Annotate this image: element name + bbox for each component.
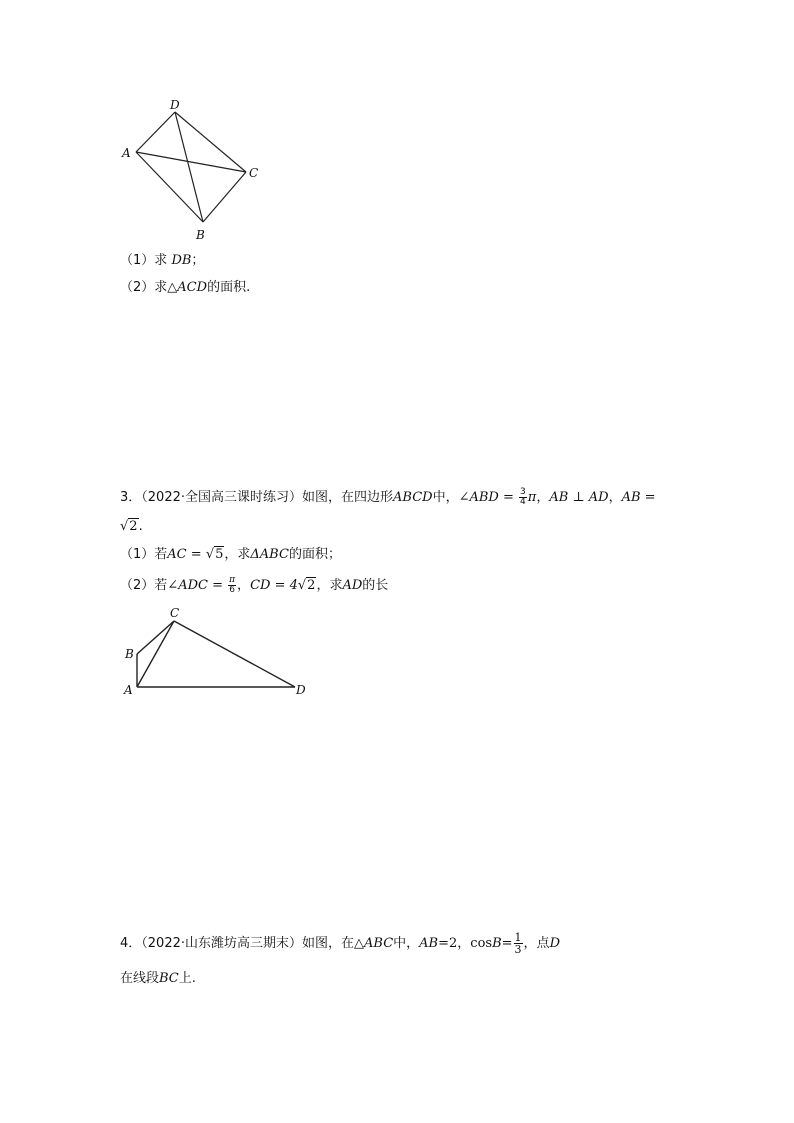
vertex-label-d: D bbox=[170, 98, 180, 112]
p3-question-1: （1）若AC = √5，求ΔABC的面积； bbox=[120, 547, 341, 562]
vertex-label-b: B bbox=[196, 228, 205, 242]
vertex-label-c: C bbox=[249, 166, 259, 180]
fraction-three-quarters: $\frac{3}{4}$ bbox=[520, 487, 526, 507]
figure-quadrilateral-abcd-2 bbox=[115, 602, 315, 702]
sqrt-two: √2 bbox=[120, 519, 138, 534]
vertex-label-d-2: D bbox=[296, 683, 306, 697]
figure-quadrilateral-abcd bbox=[110, 95, 270, 245]
p2-question-1: （1）求 DB； bbox=[120, 253, 205, 268]
p4-stem-line-1: 4．（2022·山东潍坊高三期末）如图，在△ABC中，AB=2，cosB= $\frac{1}{3}$ ，点D bbox=[120, 931, 560, 956]
vertex-label-b-2: B bbox=[125, 647, 134, 661]
p3-stem-line-1: 3．（2022·全国高三课时练习）如图，在四边形ABCD中，∠ABD = $\frac{3}{4}$ π，AB ⊥ AD，AB = bbox=[120, 487, 656, 507]
fraction-pi-over-six: $\frac{\pi}{6}$ bbox=[229, 575, 236, 595]
p3-question-2: （2）若∠ADC = $\frac{\pi}{6}$ ，CD = 4√2，求AD的长 bbox=[120, 575, 389, 595]
vertex-label-c-2: C bbox=[170, 606, 180, 620]
vertex-label-a: A bbox=[122, 146, 131, 160]
quadrilateral-edges-2 bbox=[137, 621, 295, 687]
sqrt-two-b: √2 bbox=[297, 578, 316, 593]
p2-question-2: （2）求△ACD的面积. bbox=[120, 280, 251, 295]
vertex-label-a-2: A bbox=[124, 683, 133, 697]
fraction-one-third: $\frac{1}{3}$ bbox=[514, 931, 522, 956]
p4-stem-line-2: 在线段BC上. bbox=[120, 971, 196, 986]
sqrt-five: √5 bbox=[205, 547, 224, 562]
quadrilateral-edges bbox=[136, 112, 246, 222]
p3-stem-line-2: √2. bbox=[120, 519, 143, 534]
